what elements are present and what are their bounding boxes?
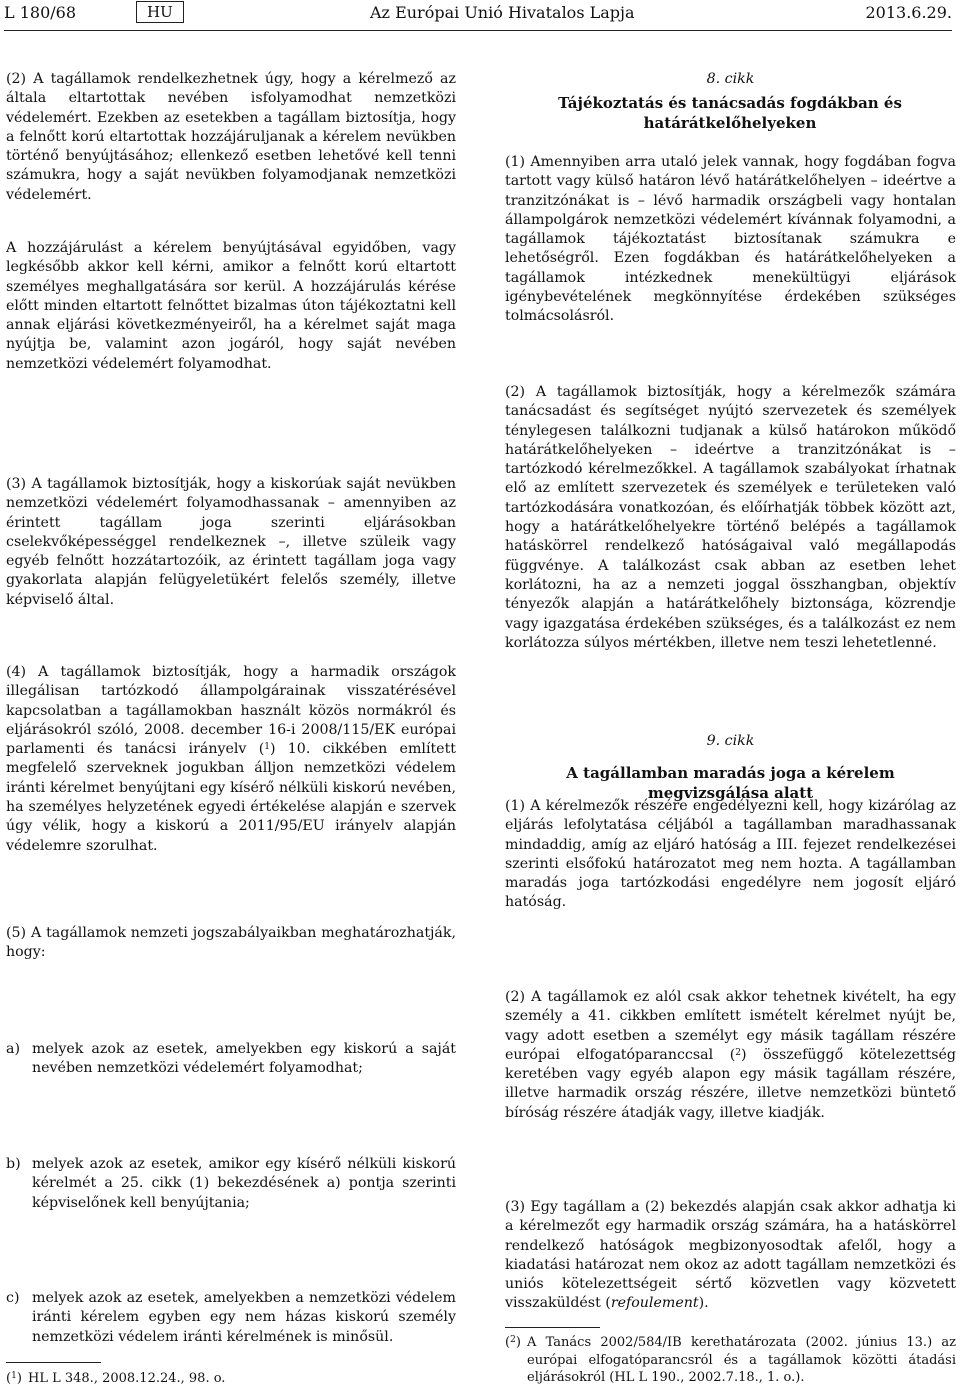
list-item	[6, 1155, 456, 1213]
list-text: melyek azok az esetek, amelyekben egy kiskorú a saját nevében nemzetközi védelemért folyamodhat;	[32, 1041, 456, 1077]
header-divider	[4, 30, 952, 31]
footnote-2: ($^2$) A Tanács 2002/584/IB kerethatározata (2002. június 13.) az európai elfogatóparancsról és a tagállamok közötti átadási eljárásokról (HL L 190., 2002.7.18., 1. o.).	[505, 1335, 956, 1385]
journal-title: Az Európai Unió Hivatalos Lapja	[370, 3, 635, 22]
article-8-paragraph-2: (2) A tagállamok biztosítják, hogy a kérelmezők számára tanácsadást és segítséget nyújtó szervezetek és személyek ténylegesen találkozni tudjanak a külső határokon működő határátkelőhelyeken – ideértve a tranzitzónákat is – tartózkodó kérelmezőkkel. A tagállamok szabályokat írhatnak elő az említett szervezetek és személyek e területeken való tartózkodására vonatkozóan, és előírhatják többek között azt, hogy a határátkelőhelyekre történő belépés a tagállamok hatáskörrel rendelkező hatóságaival való megállapodás függvénye. A találkozást csak abban az esetben lehet korlátozni, ha az a nemzeti joggal összhangban, objektív tényezők alapján a határátkelőhely biztonsága, közrendje vagy igazgatása érdekében szükséges, és a találkozást ez nem korlátozza súlyos mértékben, illetve nem teszi lehetetlenné.	[505, 384, 956, 651]
list-item	[6, 1040, 456, 1079]
list-text: melyek azok az esetek, amikor egy kísérő nélküli kiskorú kérelmét a 25. cikk (1) bekezdésének a) pontja szerinti képviselőnek kell benyújtania;	[32, 1156, 456, 1211]
paragraph-2a: (2) A tagállamok rendelkezhetnek úgy, hogy a kérelmező az általa eltartottak nevében isfolyamodhat nemzetközi védelemért. Ezekben az esetekben a tagállam biztosítja, hogy a felnőtt korú eltartottak hozzájáruljanak a kérelem nevükben történő benyújtásához; ellenkező esetben lehetővé kell tenni számukra, hogy a saját nevükben folyamodjanak nemzetközi védelemért.	[6, 71, 456, 203]
paragraph-4: (4) A tagállamok biztosítják, hogy a harmadik országok illegálisan tartózkodó állampolgárainak visszatérésével kapcsolatban a tagállamokban használt közös normákról és eljárásokról szóló, 2008. december 16-i 2008/115/EK európai parlamenti és tanácsi irányelv ($^1$) 10. cikkében említett megfelelő szerveknek jogukban álljon nemzetközi védelem iránti kérelmet benyújtani egy kísérő nélküli kiskorú nevében, ha személyes helyzetének egyedi értékelése alapján e szervek úgy vélik, hogy a kiskorú a 2011/95/EU irányelv alapján védelemre szorulhat.	[6, 664, 456, 854]
article-9-title: A tagállamban maradás joga a kérelem megvizsgálása alatt	[566, 764, 895, 802]
article-8-title: Tájékoztatás és tanácsadás fogdákban és határátkelőhelyeken	[558, 94, 902, 132]
paragraph-3: (3) A tagállamok biztosítják, hogy a kiskorúak saját nevükben nemzetközi védelemért folyamodhassanak – amennyiben az érintett tagállam joga szerinti eljárásokban cselekvőképességgel rendelkeznek –, illetve szüleik vagy egyéb felnőtt hozzátartozóik, az érintett tagállam joga vagy gyakorlata alapján felügyeletükért felelős személy, illetve képviselő által.	[6, 476, 456, 608]
paragraph-5: (5) A tagállamok nemzeti jogszabályaikban meghatározhatják, hogy:	[6, 925, 456, 961]
article-9-paragraph-1: (1) A kérelmezők részére engedélyezni kell, hogy kizárólag az eljárás lefolytatása céljából a tagállamban maradhassanak mindaddig, amíg az eljáró hatóság a III. fejezet rendelkezései szerinti elsőfokú határozatot meg nem hozta. A tagállamban maradás joga tartózkodási engedélyre nem jogosít eljáró hatóság.	[505, 798, 956, 911]
page-header	[4, 0, 952, 26]
list-text: melyek azok az esetek, amelyekben a nemzetközi védelem iránti kérelem egyben egy nem házas kiskorú személy nemzetközi védelem iránti kérelmének is minősül.	[32, 1290, 456, 1345]
list-label: b)	[6, 1156, 21, 1172]
footnote-ref-1[interactable]: 1	[264, 742, 270, 753]
page-reference: L 180/68	[4, 3, 76, 22]
article-9-number: 9. cikk	[706, 733, 755, 749]
article-8-paragraph-1: (1) Amennyiben arra utaló jelek vannak, hogy fogdában fogva tartott vagy külső határon lévő határátkelőhelyen – ideértve a tranzitzónákat is – lévő harmadik országbeli vagy hontalan állampolgárok nemzetközi védelemért kívánnak folyamodni, a tagállamok tájékoztatást biztosítanak számukra e lehetőségről. Ezen fogdákban és határátkelőhelyeken a tagállamok intézkednek menekültügyi eljárások igénybevételének megkönnyítése érdekében szükséges tolmácsolásról.	[505, 154, 956, 325]
article-9-paragraph-2: (2) A tagállamok ez alól csak akkor tehetnek kivételt, ha egy személy a 41. cikkben említett ismételt kérelmet nyújt be, vagy adott esetben a személyt egy másik tagállam részére európai elfogatóparanccsal ($^2$) összefüggő kötelezettség keretében vagy egyéb alapon egy másik tagállam részére, illetve harmadik ország részére, illetve nemzetközi büntető bíróság részére átadják vagy, illetve kiadják.	[505, 989, 956, 1121]
list-label: a)	[6, 1041, 20, 1057]
article-9-paragraph-3: (3) Egy tagállam a (2) bekezdés alapján csak akkor adhatja ki a kérelmezőt egy harmadik ország számára, ha a hatáskörrel rendelkező hatóságok megbizonyosodtak afelől, hogy a kiadatási határozat nem okoz az adott tagállam nemzetközi és uniós kötelezettségeit sértő közvetlen vagy közvetett visszaküldést (refoulement).	[505, 1199, 956, 1312]
list-item	[6, 1289, 456, 1347]
footnote-1: ($^1$) HL L 348., 2008.12.24., 98. o.	[6, 1371, 226, 1386]
list-label: c)	[6, 1290, 20, 1306]
footnote-divider	[6, 1362, 101, 1363]
language-badge: HU	[136, 1, 184, 23]
publication-date: 2013.6.29.	[865, 3, 952, 22]
footnote-ref-2[interactable]: 2	[735, 1047, 741, 1058]
paragraph-2b: A hozzájárulást a kérelem benyújtásával egyidőben, vagy legkésőbb akkor kell kérni, amikor a felnőtt korú eltartott személyes meghallgatására sor kerül. A hozzájárulás kérése előtt minden eltartott felnőttet bizalmas úton tájékoztatni kell annak eljárási következményeiről, ha a kérelmet saját maga nyújtja be, valamint azon jogáról, hogy saját nevében nemzetközi védelemért folyamodhat.	[6, 240, 456, 372]
article-8-number: 8. cikk	[706, 71, 755, 87]
footnote-divider	[505, 1327, 600, 1328]
